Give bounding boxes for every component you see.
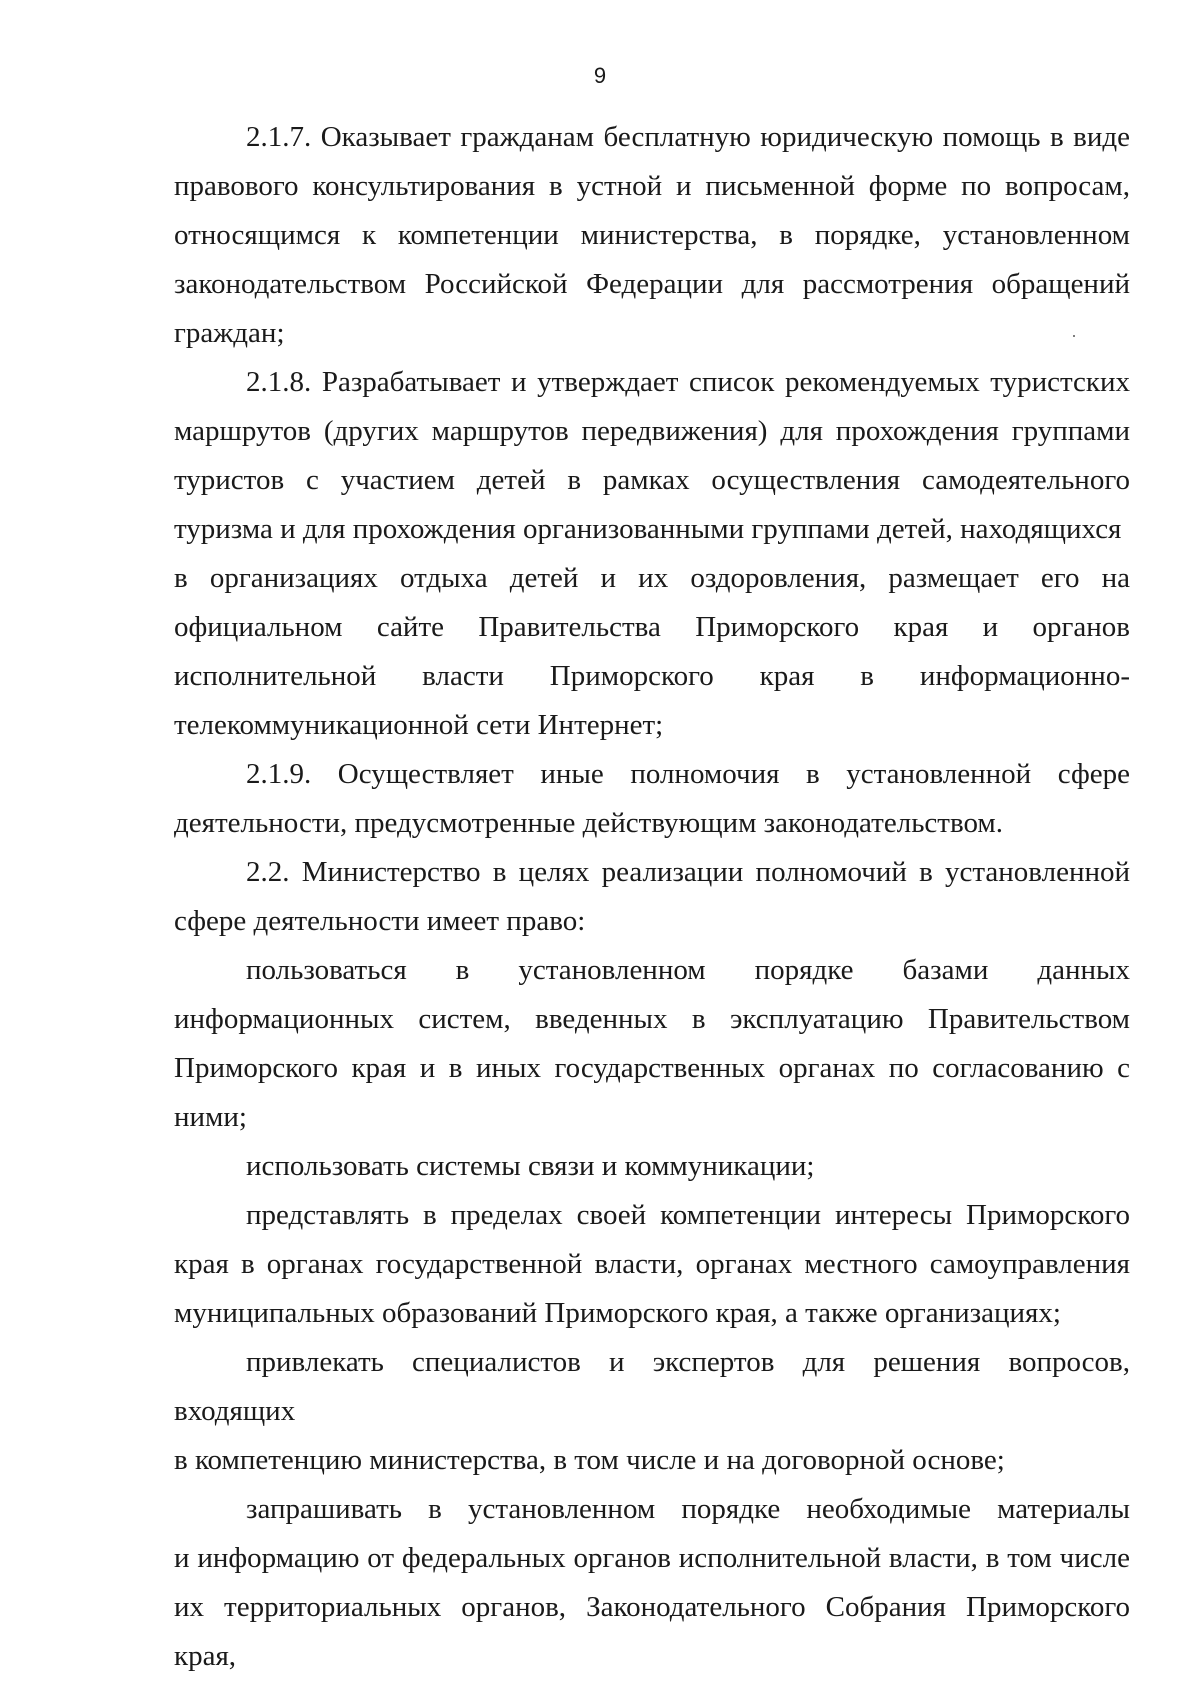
right-experts: привлекать специалистов и экспертов для решения вопросов, входящих в компетенцию министерства, в том числе и на договорной основе; xyxy=(174,1346,1130,1476)
paragraph-2-1-7: 2.1.7. Оказывает гражданам бесплатную юридическую помощь в виде правового консультирования в устной и письменной форме по вопросам, относящимся к компетенции министерства, в порядке, установленном законодательством Российской Федерации для рассмотрения обращений граждан; xyxy=(174,121,1130,349)
right-representation: представлять в пределах своей компетенции интересы Приморского края в органах государственной власти, органах местного самоуправления муниципальных образований Приморского края, а также организациях; xyxy=(174,1199,1130,1329)
right-databases: пользоваться в установленном порядке базами данных информационных систем, введенных в эксплуатацию Правительством Приморского края и в иных государственных органах по согласованию с ними; xyxy=(174,954,1130,1133)
right-communications: использовать системы связи и коммуникации; xyxy=(246,1150,815,1182)
right-request-materials: запрашивать в установленном порядке необходимые материалы и информацию от федеральных органов исполнительной власти, в том числе их территориальных органов, Законодательного Собрания Приморского края, xyxy=(174,1493,1130,1672)
paragraph-2-1-8: 2.1.8. Разрабатывает и утверждает список рекомендуемых туристских маршрутов (других маршрутов передвижения) для прохождения группами туристов с участием детей в рамках осуществления самодеятельного туризма и для прохождения организованными группами детей, находящихся в организациях отдыха детей и их оздоровления, размещает его на официальном сайте Правительства Приморского края и органов исполнительной власти Приморского края в информационно-телекоммуникационной сети Интернет; xyxy=(174,366,1130,741)
paragraph-2-1-9: 2.1.9. Осуществляет иные полномочия в установленной сфере деятельности, предусмотренные действующим законодательством. xyxy=(174,758,1130,839)
page-number: 9 xyxy=(593,63,607,88)
document-body xyxy=(174,113,1130,1681)
paragraph-2-2: 2.2. Министерство в целях реализации полномочий в установленной сфере деятельности имеет право: xyxy=(174,856,1130,937)
